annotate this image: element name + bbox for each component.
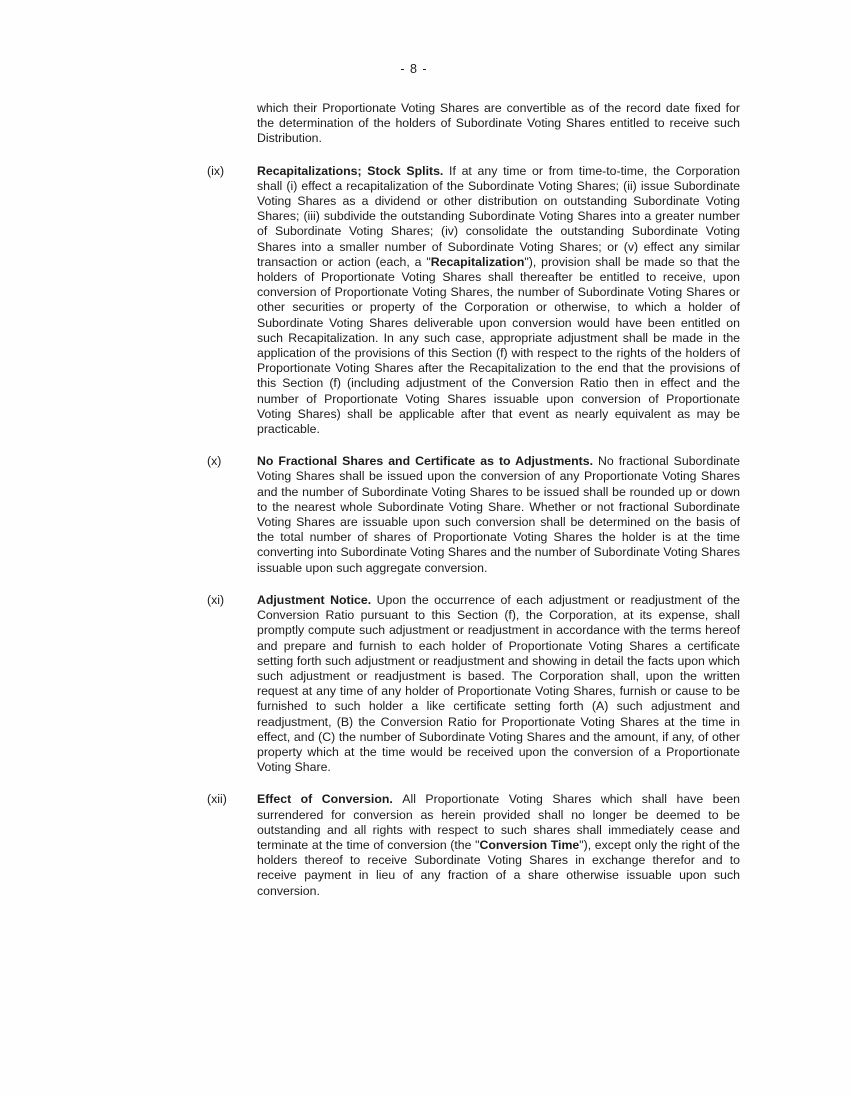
paragraph-label: (x): [207, 454, 222, 469]
paragraph-label: [207, 101, 257, 147]
paragraph-label: (xi): [207, 592, 225, 607]
bold-term: Adjustment Notice.: [257, 592, 377, 607]
paragraph-label: (xii): [207, 792, 227, 807]
body-text: All Proportionate Voting Shares which shall have been surrendered for conversion as herein provided shall no longer be deemed to be outstanding and all rights with respect to such shares shall immediately cease and terminate at the time of conversion (the ": [257, 792, 740, 852]
paragraph-ix: [207, 164, 740, 438]
bold-term: Conversion Time: [479, 837, 580, 852]
paragraph-xi: [207, 593, 740, 775]
paragraph-continuation: [207, 101, 740, 147]
body-text: Upon the occurrence of each adjustment or readjustment of the Conversion Ratio pursuant to this Section (f), the Corporation, at its expense, shall promptly compute such adjustment or readjustment in accordance with the terms hereof and prepare and furnish to each holder of Proportionate Voting Shares a certificate setting forth such adjustment or readjustment and showing in detail the facts upon which such adjustment or readjustment is based. The Corporation shall, upon the written request at any time of any holder of Proportionate Voting Shares, furnish or cause to be furnished to such holder a like certificate setting forth (A) such adjustment and readjustment, (B) the Conversion Ratio for Proportionate Voting Shares at the time in effect, and (C) the number of Subordinate Voting Shares and the amount, if any, of other property which at the time would be received upon the conversion of a Proportionate Voting Share.: [257, 592, 740, 775]
page-number: - 8 -: [400, 62, 428, 76]
paragraph-body: [257, 593, 740, 775]
bold-term: Effect of Conversion.: [257, 792, 403, 807]
body-text: "), provision shall be made so that the holders of Proportionate Voting Shares shall thereafter be entitled to receive, upon conversion of Proportionate Voting Shares, the number of Subordinate Voting Shares or other securities or property of the Corporation or otherwise, to which a holder of Subordinate Voting Shares deliverable upon conversion would have been entitled on such Recapitalization. In any such case, appropriate adjustment shall be made in the application of the provisions of this Section (f) with respect to the rights of the holders of Proportionate Voting Shares after the Recapitalization to the end that the provisions of this Section (f) (including adjustment of the Conversion Ratio then in effect and the number of Proportionate Voting Shares issuable upon conversion of Proportionate Voting Shares) shall be applicable after that event as nearly equivalent as may be practicable.: [257, 254, 740, 437]
paragraph-body: [257, 792, 740, 898]
paragraph-body: [257, 164, 740, 438]
paragraph-xii: [207, 792, 740, 898]
body-text: "), except only the right of the holders thereof to receive Subordinate Voting Shares in exchange therefor and to receive payment in lieu of any fraction of a share otherwise issuable upon such conversion.: [257, 837, 740, 898]
bold-term: Recapitalization: [430, 254, 525, 269]
paragraph-x: [207, 454, 740, 576]
body-text: No fractional Subordinate Voting Shares shall be issued upon the conversion of any Proportionate Voting Shares and the number of Subordinate Voting Shares to be issued shall be rounded up or down to the nearest whole Subordinate Voting Share. Whether or not fractional Subordinate Voting Shares are issuable upon such conversion shall be determined on the basis of the total number of shares of Proportionate Voting Shares the holder is at the time converting into Subordinate Voting Shares and the number of Subordinate Voting Shares issuable upon such aggregate conversion.: [257, 454, 740, 575]
body-text: If at any time or from time-to-time, the Corporation shall (i) effect a recapitalization of the Subordinate Voting Shares; (ii) issue Subordinate Voting Shares as a dividend or other distribution on outstanding Subordinate Voting Shares; (iii) subdivide the outstanding Subordinate Voting Shares into a greater number of Subordinate Voting Shares; (iv) consolidate the outstanding Subordinate Voting Shares into a smaller number of Subordinate Voting Shares; or (v) effect any similar transaction or action (each, a ": [257, 163, 740, 269]
paragraph-body: [257, 454, 740, 576]
paragraphs-container: [207, 101, 740, 916]
bold-term: No Fractional Shares and Certificate as to Adjustments.: [257, 454, 599, 469]
paragraph-body: [257, 101, 740, 147]
body-text: which their Proportionate Voting Shares are convertible as of the record date fixed for the determination of the holders of Subordinate Voting Shares entitled to receive such Distribution.: [257, 101, 740, 146]
paragraph-label: (ix): [207, 163, 225, 178]
bold-term: Recapitalizations; Stock Splits.: [257, 163, 450, 178]
